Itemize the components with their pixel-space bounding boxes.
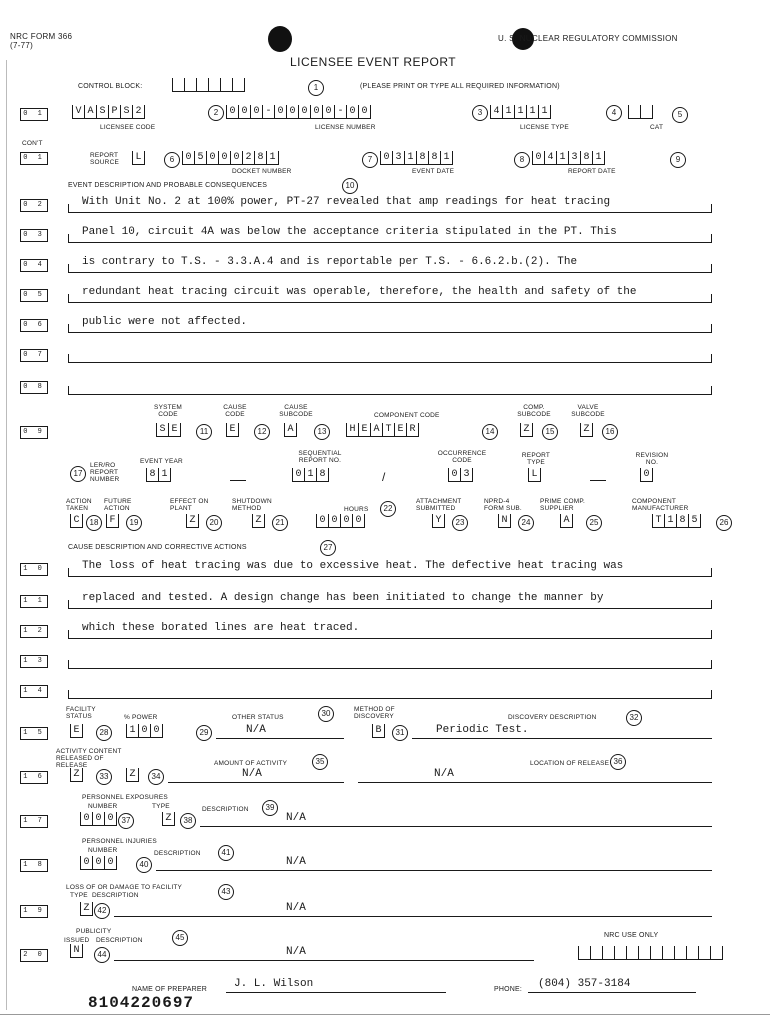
amount-activity-label: AMOUNT OF ACTIVITY: [214, 760, 288, 767]
line-number-10: 1 0: [20, 563, 48, 576]
nprd-label: NPRD-4 FORM SUB.: [484, 498, 522, 512]
revision-box[interactable]: 0: [640, 468, 653, 482]
agency-name: U. S. NUCLEAR REGULATORY COMMISSION: [498, 34, 678, 43]
valve-subcode-label: VALVE SUBCODE: [571, 404, 605, 418]
other-status-field[interactable]: N/A: [216, 724, 344, 739]
circle-14: 14: [482, 424, 498, 440]
cause-line-3[interactable]: which these borated lines are heat traced.: [68, 622, 712, 639]
continued-label: CON'T: [22, 140, 43, 147]
effect-box[interactable]: Z: [186, 514, 199, 528]
line-number-12: 1 2: [20, 625, 48, 638]
circle-42: 42: [94, 903, 110, 919]
licensee-code-label: LICENSEE CODE: [100, 124, 156, 131]
line-number-04: 0 4: [20, 259, 48, 272]
exposures-label: PERSONNEL EXPOSURES: [82, 794, 168, 801]
report-source-label: REPORT SOURCE: [90, 152, 120, 166]
form-id: NRC FORM 366: [10, 32, 73, 41]
circle-24: 24: [518, 515, 534, 531]
future-action-label: FUTURE ACTION: [104, 498, 132, 512]
instructions: (PLEASE PRINT OR TYPE ALL REQUIRED INFORMATION): [360, 83, 560, 90]
cause-line-2[interactable]: replaced and tested. A design change has been initiated to change the manner by: [68, 592, 712, 609]
content-box[interactable]: Z: [126, 768, 139, 782]
circle-28: 28: [96, 725, 112, 741]
circle-43: 43: [218, 884, 234, 900]
circle-15: 15: [542, 424, 558, 440]
cause-subcode-box[interactable]: A: [284, 423, 297, 437]
damage-description-label: DESCRIPTION: [92, 892, 139, 899]
punch-hole-left: [268, 26, 292, 52]
preparer-name-field[interactable]: J. L. Wilson: [226, 978, 446, 993]
preparer-name-label: NAME OF PREPARER: [132, 986, 208, 993]
injuries-number-boxes[interactable]: 0 0 0: [80, 856, 117, 870]
circle-16: 16: [602, 424, 618, 440]
event-line-3[interactable]: is contrary to T.S. - 3.3.A.4 and is reportable per T.S. - 6.6.2.b.(2). The: [68, 256, 712, 273]
phone-label: PHONE:: [494, 986, 523, 993]
circle-20: 20: [206, 515, 222, 531]
circle-30: 30: [318, 706, 334, 722]
event-date-label: EVENT DATE: [412, 168, 455, 175]
prime-supplier-box[interactable]: A: [560, 514, 573, 528]
injuries-description-label: DESCRIPTION: [154, 850, 201, 857]
control-block-boxes[interactable]: [172, 78, 245, 92]
activity-released-label: ACTIVITY CONTENT RELEASED OF RELEASE: [56, 748, 122, 769]
manufacturer-boxes[interactable]: T 1 8 5: [652, 514, 701, 528]
line-number-07: 0 7: [20, 349, 48, 362]
sequential-label: SEQUENTIAL REPORT NO.: [298, 450, 342, 464]
license-type-label: LICENSE TYPE: [520, 124, 569, 131]
circle-3: 3: [472, 105, 488, 121]
event-line-5[interactable]: public were not affected.: [68, 316, 712, 333]
circle-36: 36: [610, 754, 626, 770]
nprd-box[interactable]: N: [498, 514, 511, 528]
circle-25: 25: [586, 515, 602, 531]
event-line-1[interactable]: With Unit No. 2 at 100% power, PT-27 revealed that amp readings for heat tracing: [68, 196, 712, 213]
component-code-label: COMPONENT CODE: [374, 412, 440, 419]
hours-label: HOURS: [344, 506, 369, 513]
publicity-issued-box[interactable]: N: [70, 944, 83, 958]
other-status-label: OTHER STATUS: [232, 714, 284, 721]
injuries-label: PERSONNEL INJURIES: [82, 838, 157, 845]
line-number-06: 0 6: [20, 319, 48, 332]
circle-7: 7: [362, 152, 378, 168]
circle-34: 34: [148, 769, 164, 785]
type-dash-field[interactable]: [590, 480, 606, 481]
circle-32: 32: [626, 710, 642, 726]
phone-field[interactable]: (804) 357-3184: [528, 978, 696, 993]
publicity-description-label: DESCRIPTION: [96, 937, 143, 944]
circle-19: 19: [126, 515, 142, 531]
line-number-16: 1 6: [20, 771, 48, 784]
shutdown-box[interactable]: Z: [252, 514, 265, 528]
exposures-description-field[interactable]: N/A: [200, 812, 712, 827]
circle-39: 39: [262, 800, 278, 816]
control-block-label: CONTROL BLOCK:: [78, 83, 143, 90]
circle-8: 8: [514, 152, 530, 168]
facility-status-label: FACILITY STATUS: [66, 706, 96, 720]
line-number-01b: 0 1: [20, 152, 48, 165]
slash-mark: /: [382, 470, 386, 484]
docket-number-label: DOCKET NUMBER: [232, 168, 292, 175]
damage-label: LOSS OF OR DAMAGE TO FACILITY: [66, 884, 183, 891]
circle-31: 31: [392, 725, 408, 741]
system-code-boxes[interactable]: S E: [156, 423, 181, 437]
report-source-box[interactable]: L: [132, 151, 145, 165]
line-number-17: 1 7: [20, 815, 48, 828]
nrc-use-only-label: NRC USE ONLY: [604, 932, 659, 939]
event-year-boxes[interactable]: 8 1: [146, 468, 171, 482]
location-release-field[interactable]: N/A: [358, 768, 712, 783]
line-number-08: 0 8: [20, 381, 48, 394]
license-number-boxes[interactable]: 0 0 0 - 0 0 0 0 0 - 0 0: [226, 105, 371, 119]
event-line-7[interactable]: [68, 378, 712, 395]
circle-29: 29: [196, 725, 212, 741]
cat-boxes[interactable]: [628, 105, 653, 119]
sequential-boxes[interactable]: 0 1 8: [292, 468, 329, 482]
power-boxes[interactable]: 1 0 0: [126, 724, 163, 738]
report-date-boxes[interactable]: 0 4 1 3 8 1: [532, 151, 605, 165]
event-line-4[interactable]: redundant heat tracing circuit was operable, therefore, the health and safety of the: [68, 286, 712, 303]
licensee-code-boxes[interactable]: V A S P S 2: [72, 105, 145, 119]
cause-code-box[interactable]: E: [226, 423, 239, 437]
report-type-box[interactable]: L: [528, 468, 541, 482]
event-year-label: EVENT YEAR: [140, 458, 183, 465]
year-dash-field[interactable]: [230, 480, 246, 481]
line-number-13: 1 3: [20, 655, 48, 668]
damage-description-field[interactable]: N/A: [114, 902, 712, 917]
comp-subcode-label: COMP. SUBCODE: [517, 404, 551, 418]
event-description-label: EVENT DESCRIPTION AND PROBABLE CONSEQUENCES: [68, 182, 268, 189]
facility-status-box[interactable]: E: [70, 724, 83, 738]
line-number-14: 1 4: [20, 685, 48, 698]
released-box[interactable]: Z: [70, 768, 83, 782]
line-number-15: 1 5: [20, 727, 48, 740]
hours-boxes[interactable]: 0 0 0 0: [316, 514, 365, 528]
method-discovery-label: METHOD OF DISCOVERY: [354, 706, 395, 720]
circle-22: 22: [380, 501, 396, 517]
line-number-03: 0 3: [20, 229, 48, 242]
line-number-09: 0 9: [20, 426, 48, 439]
damage-type-box[interactable]: Z: [80, 902, 93, 916]
line-number-11: 1 1: [20, 595, 48, 608]
circle-27: 27: [320, 540, 336, 556]
circle-11: 11: [196, 424, 212, 440]
shutdown-label: SHUTDOWN METHOD: [232, 498, 272, 512]
cause-subcode-label: CAUSE SUBCODE: [279, 404, 313, 418]
nrc-use-boxes: [578, 946, 723, 960]
injuries-number-label: NUMBER: [88, 847, 118, 854]
exposures-type-box[interactable]: Z: [162, 812, 175, 826]
circle-44: 44: [94, 947, 110, 963]
line-number-02: 0 2: [20, 199, 48, 212]
circle-38: 38: [180, 813, 196, 829]
effect-label: EFFECT ON PLANT: [170, 498, 209, 512]
circle-5: 5: [672, 107, 688, 123]
event-date-boxes[interactable]: 0 3 1 8 8 1: [380, 151, 453, 165]
circle-6: 6: [164, 152, 180, 168]
page-bottom-edge: [0, 1014, 770, 1015]
cause-line-4[interactable]: [68, 652, 712, 669]
document-number: 8104220697: [88, 994, 195, 1012]
action-taken-label: ACTION TAKEN: [66, 498, 92, 512]
attachment-label: ATTACHMENT SUBMITTED: [416, 498, 462, 512]
circle-13: 13: [314, 424, 330, 440]
system-code-label: SYSTEM CODE: [154, 404, 182, 418]
component-code-boxes[interactable]: H E A T E R: [346, 423, 419, 437]
circle-23: 23: [452, 515, 468, 531]
amount-activity-field[interactable]: N/A: [168, 768, 344, 783]
discovery-description-field[interactable]: Periodic Test.: [412, 724, 712, 739]
line-number-05: 0 5: [20, 289, 48, 302]
ler-report-label: LER/RO REPORT NUMBER: [90, 462, 120, 483]
valve-subcode-box[interactable]: Z: [580, 423, 593, 437]
left-margin-rule: [6, 60, 7, 1010]
circle-4: 4: [606, 105, 622, 121]
comp-subcode-box[interactable]: Z: [520, 423, 533, 437]
attachment-box[interactable]: Y: [432, 514, 445, 528]
cause-code-label: CAUSE CODE: [223, 404, 247, 418]
line-number-01: 0 1: [20, 108, 48, 121]
cause-line-1[interactable]: The loss of heat tracing was due to excessive heat. The defective heat tracing was: [68, 560, 712, 577]
exposures-number-boxes[interactable]: 0 0 0: [80, 812, 117, 826]
future-action-box[interactable]: F: [106, 514, 119, 528]
event-line-6[interactable]: [68, 346, 712, 363]
circle-26: 26: [716, 515, 732, 531]
circle-9: 9: [670, 152, 686, 168]
discovery-description-label: DISCOVERY DESCRIPTION: [508, 714, 597, 721]
action-taken-box[interactable]: C: [70, 514, 83, 528]
circle-45: 45: [172, 930, 188, 946]
report-title: LICENSEE EVENT REPORT: [290, 55, 457, 69]
publicity-description-field[interactable]: N/A: [114, 946, 534, 961]
circle-33: 33: [96, 769, 112, 785]
injuries-description-field[interactable]: N/A: [156, 856, 712, 871]
line-number-20: 2 0: [20, 949, 48, 962]
cat-label: CAT: [650, 124, 664, 131]
prime-supplier-label: PRIME COMP. SUPPLIER: [540, 498, 586, 512]
method-box[interactable]: B: [372, 724, 385, 738]
power-label: % POWER: [124, 714, 158, 721]
cause-description-label: CAUSE DESCRIPTION AND CORRECTIVE ACTIONS: [68, 544, 247, 551]
line-number-18: 1 8: [20, 859, 48, 872]
circle-17: 17: [70, 466, 86, 482]
circle-40: 40: [136, 857, 152, 873]
damage-type-label: TYPE: [70, 892, 88, 899]
circle-35: 35: [312, 754, 328, 770]
form-rev: (7-77): [10, 41, 34, 50]
circle-12: 12: [254, 424, 270, 440]
occurrence-boxes[interactable]: 0 3: [448, 468, 473, 482]
exposures-number-label: NUMBER: [88, 803, 118, 810]
publicity-issued-label: ISSUED: [64, 937, 90, 944]
event-line-2[interactable]: Panel 10, circuit 4A was below the acceptance criteria stipulated in the PT. This: [68, 226, 712, 243]
docket-number-boxes[interactable]: 0 5 0 0 0 2 8 1: [182, 151, 279, 165]
license-number-label: LICENSE NUMBER: [315, 124, 376, 131]
occurrence-code-label: OCCURRENCE CODE: [437, 450, 487, 464]
circle-21: 21: [272, 515, 288, 531]
line-number-19: 1 9: [20, 905, 48, 918]
location-release-label: LOCATION OF RELEASE: [530, 760, 610, 767]
circle-1: 1: [308, 80, 324, 96]
circle-37: 37: [118, 813, 134, 829]
circle-18: 18: [86, 515, 102, 531]
circle-41: 41: [218, 845, 234, 861]
exposures-description-label: DESCRIPTION: [202, 806, 249, 813]
revision-label: REVISION NO.: [635, 452, 669, 466]
cause-line-5[interactable]: [68, 682, 712, 699]
manufacturer-label: COMPONENT MANUFACTURER: [632, 498, 689, 512]
publicity-label: PUBLICITY: [76, 928, 112, 935]
report-type-label: REPORT TYPE: [521, 452, 551, 466]
exposures-type-label: TYPE: [152, 803, 170, 810]
circle-10: 10: [342, 178, 358, 194]
report-date-label: REPORT DATE: [568, 168, 616, 175]
circle-2: 2: [208, 105, 224, 121]
license-type-boxes[interactable]: 4 1 1 1 1: [490, 105, 551, 119]
